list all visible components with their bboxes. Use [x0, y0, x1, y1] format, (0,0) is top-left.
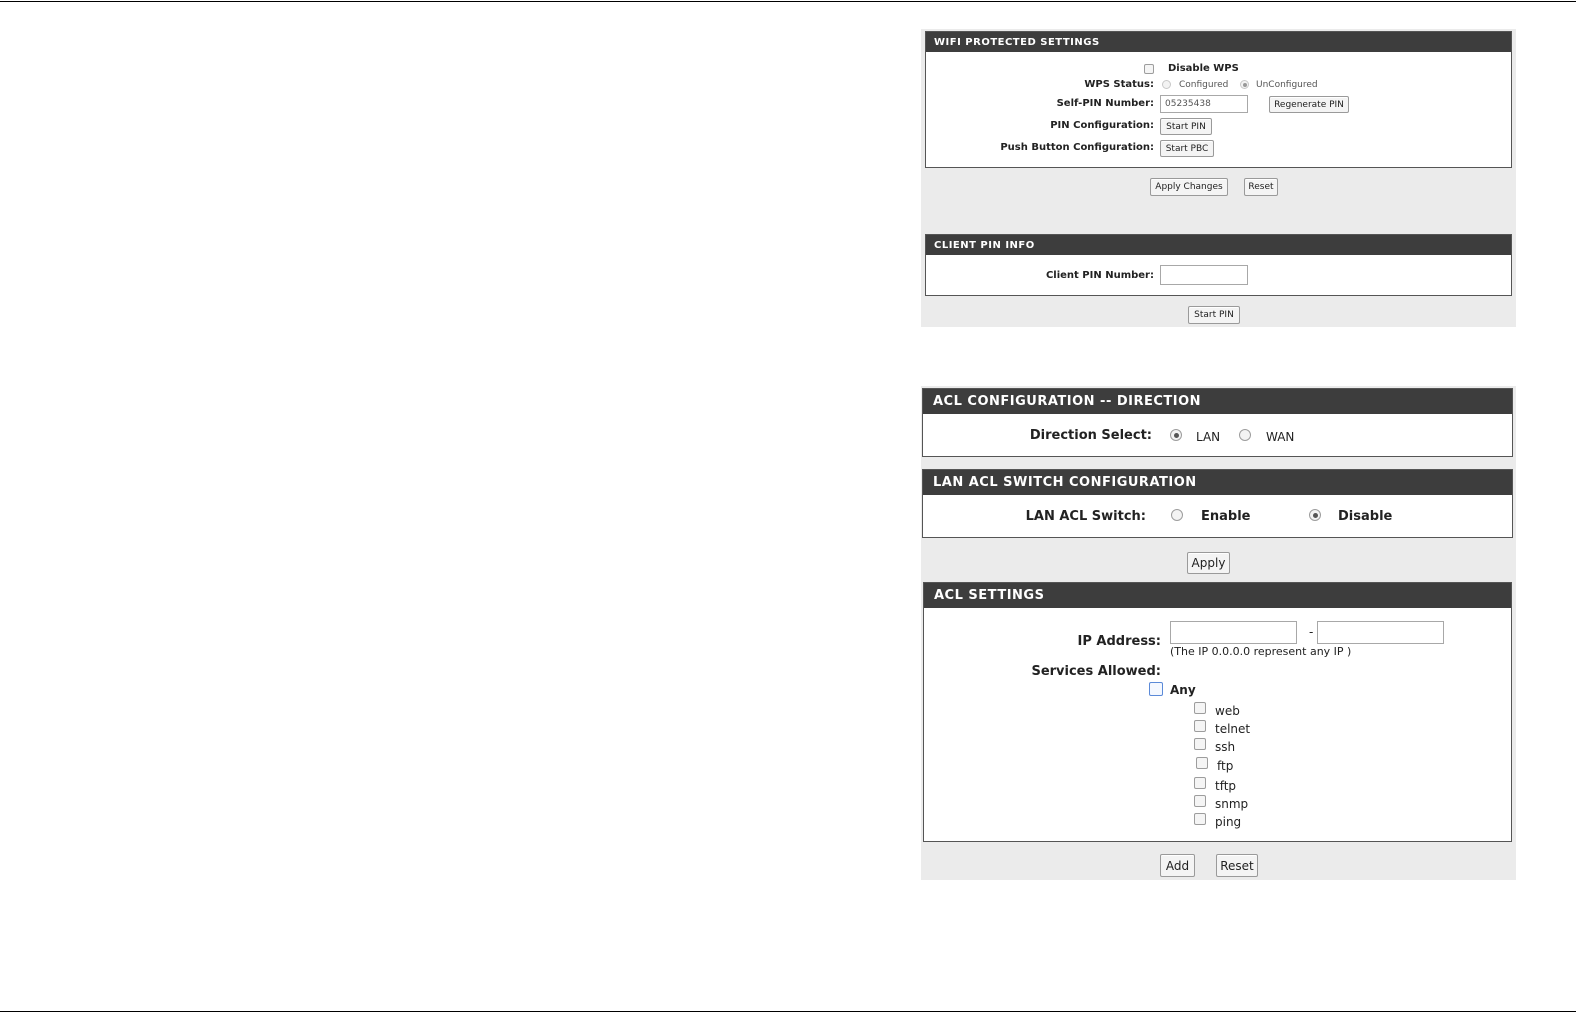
add-button[interactable]: Add	[1160, 854, 1195, 877]
client-pin-number-label: Client PIN Number:	[1045, 270, 1154, 281]
ip-start-input[interactable]	[1170, 621, 1297, 644]
apply-button[interactable]: Apply	[1187, 552, 1230, 574]
acl-reset-button[interactable]: Reset	[1216, 854, 1258, 877]
disable-wps-checkbox[interactable]	[1144, 64, 1154, 74]
client-pin-section	[925, 234, 1512, 296]
service-ftp-label: ftp	[1217, 759, 1234, 773]
lan-acl-switch-header: LAN ACL SWITCH CONFIGURATION	[923, 470, 1512, 495]
acl-direction-header: ACL CONFIGURATION -- DIRECTION	[923, 389, 1512, 414]
start-pbc-button[interactable]: Start PBC	[1160, 140, 1214, 157]
apply-changes-button[interactable]: Apply Changes	[1150, 178, 1228, 196]
client-pin-header: CLIENT PIN INFO	[926, 235, 1511, 255]
any-label: Any	[1170, 683, 1196, 697]
wps-status-label: WPS Status:	[1084, 79, 1154, 90]
wps-status-configured-label: Configured	[1179, 80, 1229, 90]
acl-panel	[921, 386, 1516, 880]
direction-lan-label: LAN	[1196, 430, 1221, 444]
wps-reset-button[interactable]: Reset	[1244, 178, 1278, 196]
service-ping-label: ping	[1215, 815, 1242, 829]
acl-settings-header: ACL SETTINGS	[924, 583, 1511, 608]
direction-select-label: Direction Select:	[1029, 428, 1152, 443]
direction-wan-radio[interactable]	[1239, 429, 1251, 441]
wps-panel	[921, 29, 1516, 327]
lan-acl-enable-label: Enable	[1201, 509, 1251, 524]
lan-acl-disable-label: Disable	[1338, 509, 1393, 524]
self-pin-input[interactable]	[1160, 95, 1248, 113]
service-tftp-label: tftp	[1215, 779, 1237, 793]
acl-settings-section	[923, 582, 1512, 842]
wps-status-configured-radio[interactable]	[1162, 80, 1171, 89]
pin-configuration-label: PIN Configuration:	[1050, 120, 1154, 131]
ip-end-input[interactable]	[1317, 621, 1444, 644]
services-allowed-label: Services Allowed:	[1031, 664, 1161, 679]
lan-acl-switch-label: LAN ACL Switch:	[1025, 509, 1146, 524]
client-pin-number-input[interactable]	[1160, 265, 1248, 285]
service-ftp-checkbox[interactable]	[1196, 757, 1208, 769]
wps-section	[925, 31, 1512, 168]
top-rule	[0, 1, 1576, 2]
wps-status-unconfigured-label: UnConfigured	[1256, 80, 1318, 90]
service-ssh-checkbox[interactable]	[1194, 738, 1206, 750]
service-tftp-checkbox[interactable]	[1194, 777, 1206, 789]
direction-lan-radio[interactable]	[1170, 429, 1182, 441]
acl-direction-section	[922, 388, 1513, 457]
start-pin-button[interactable]: Start PIN	[1160, 118, 1212, 135]
client-start-pin-button[interactable]: Start PIN	[1188, 306, 1240, 324]
wps-status-unconfigured-radio[interactable]	[1240, 80, 1249, 89]
disable-wps-label: Disable WPS	[1168, 63, 1239, 74]
bottom-rule	[0, 1011, 1576, 1012]
push-button-configuration-label: Push Button Configuration:	[1000, 142, 1154, 153]
service-telnet-checkbox[interactable]	[1194, 720, 1206, 732]
service-snmp-checkbox[interactable]	[1194, 795, 1206, 807]
service-ping-checkbox[interactable]	[1194, 813, 1206, 825]
lan-acl-disable-radio[interactable]	[1309, 509, 1321, 521]
any-checkbox[interactable]	[1149, 682, 1163, 696]
wps-header: WIFI PROTECTED SETTINGS	[926, 32, 1511, 52]
service-ssh-label: ssh	[1215, 740, 1236, 754]
ip-address-label: IP Address:	[1077, 634, 1161, 649]
ip-note: (The IP 0.0.0.0 represent any IP )	[1170, 645, 1352, 658]
service-web-label: web	[1215, 704, 1240, 718]
regenerate-pin-button[interactable]: Regenerate PIN	[1269, 96, 1349, 113]
service-web-checkbox[interactable]	[1194, 702, 1206, 714]
lan-acl-switch-section	[922, 469, 1513, 538]
service-snmp-label: snmp	[1215, 797, 1249, 811]
service-telnet-label: telnet	[1215, 722, 1251, 736]
self-pin-label: Self-PIN Number:	[1056, 98, 1154, 109]
lan-acl-enable-radio[interactable]	[1171, 509, 1183, 521]
direction-wan-label: WAN	[1266, 430, 1295, 444]
ip-separator: -	[1309, 625, 1314, 639]
